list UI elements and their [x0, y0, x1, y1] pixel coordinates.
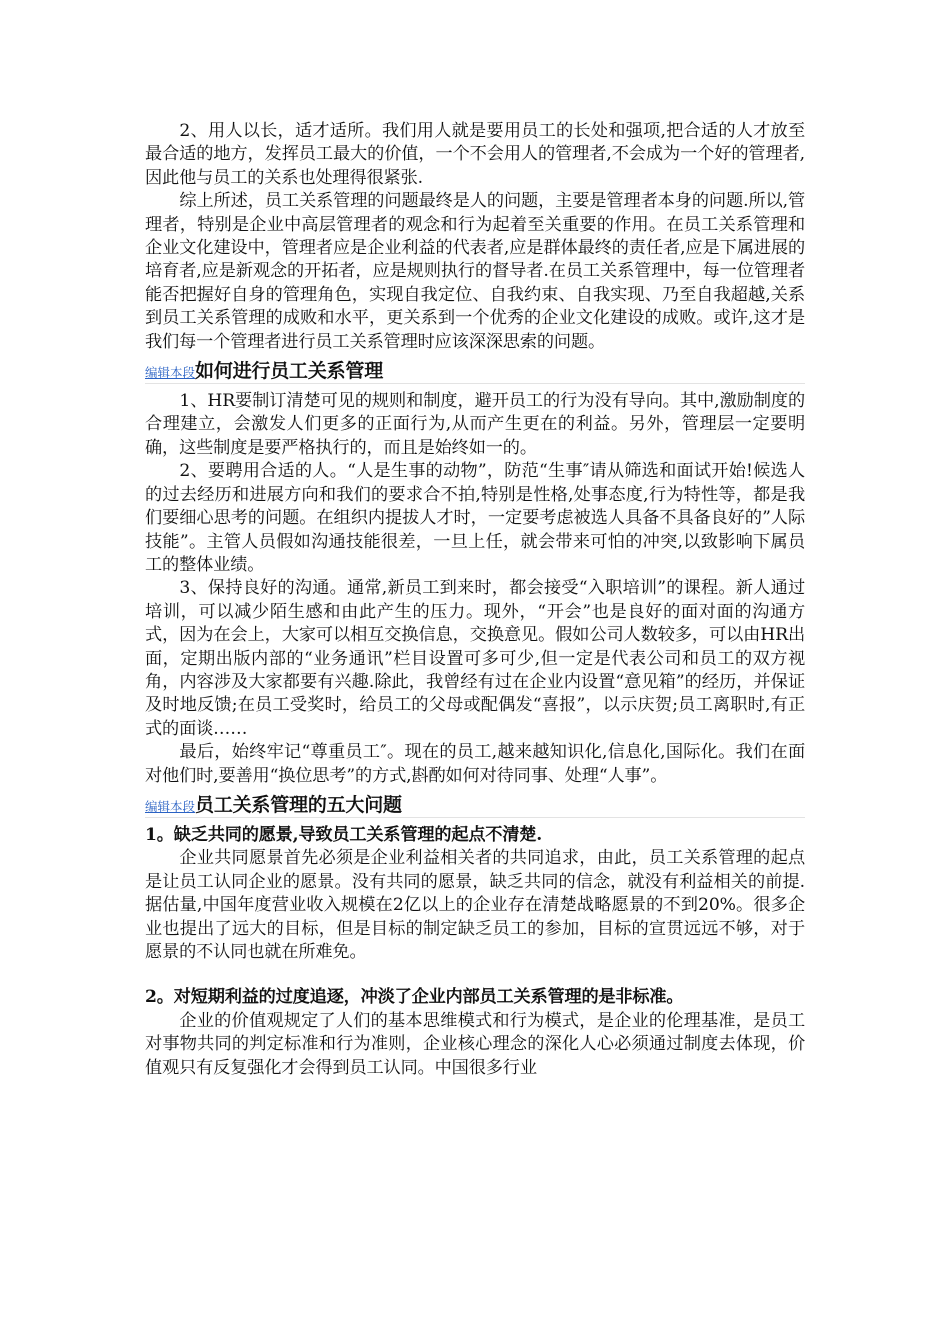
paragraph: 企业的价值观规定了人们的基本思维模式和行为模式，是企业的伦理基准，是员工对事物共同的判定标准和行为准则，企业核心理念的深化人心必须通过制度去体现，价值观只有反复强化才会得到员工认同。中国很多行业 — [145, 1010, 805, 1078]
edit-section-link[interactable]: 编辑本段 — [145, 365, 196, 381]
paragraph: 1、HR要制订清楚可见的规则和制度，避开员工的行为没有导向。其中,激励制度的合理建立，会激发人们更多的正面行为,从而产生更在的利益。另外，管理层一定要明确，这些制度是要严格执行的，而且是始终如一的。 — [145, 391, 805, 458]
problem-heading: 1。缺乏共同的愿景,导致员工关系管理的起点不清楚. — [145, 824, 543, 845]
edit-section-link[interactable]: 编辑本段 — [145, 798, 196, 814]
section-header-five-problems — [145, 790, 805, 818]
paragraph: 2、用人以长，适才适所。我们用人就是要用员工的长处和强项,把合适的人才放至最合适的地方，发挥员工最大的价值，一个不会用人的管理者,不会成为一个好的管理者,因此他与员工的关系也处理得很紧张. — [145, 121, 805, 188]
paragraph: 2、要聘用合适的人。“人是生事的动物”，防范“生事″请从筛选和面试开始!候选人的过去经历和进展方向和我们的要求合不拍,特别是性格,处事态度,行为特性等，都是我们要细心思考的问题。在组织内提拔人才时，一定要考虑被选人具备不具备良好的”人际技能”。主管人员假如沟通技能很差，一旦上任，就会带来可怕的冲突,以致影响下属员工的整体业绩。 — [145, 461, 805, 575]
paragraph: 综上所述，员工关系管理的问题最终是人的问题，主要是管理者本身的问题.所以,管理者，特别是企业中高层管理者的观念和行为起着至关重要的作用。在员工关系管理和企业文化建设中，管理者应是企业利益的代表者,应是群体最终的责任者,应是下属进展的培育者,应是新观念的开拓者，应是规则执行的督导者.在员工关系管理中，每一位管理者能否把握好自身的管理角色，实现自我定位、自我约束、自我实现、乃至自我超越,关系到员工关系管理的成败和水平，更关系到一个优秀的企业文化建设的成败。或许,这才是我们每一个管理者进行员工关系管理时应该深深思索的问题。 — [145, 191, 805, 352]
section-five-problems — [145, 824, 805, 1080]
section-how — [145, 390, 805, 788]
section-header-how — [145, 356, 805, 384]
paragraph: 企业共同愿景首先必须是企业利益相关者的共同追求，由此，员工关系管理的起点是让员工认同企业的愿景。没有共同的愿景，缺乏共同的信念，就没有利益相关的前提.据估量,中国年度营业收入规模在2亿以上的企业存在清楚战略愿景的不到20%。很多企业也提出了远大的目标，但是目标的制定缺乏员工的参加，目标的宣贯远远不够，对于愿景的不认同也就在所难免。 — [145, 848, 805, 962]
document-page — [145, 120, 805, 1080]
section-title: 如何进行员工关系管理 — [195, 360, 384, 383]
problem-heading: 2。对短期利益的过度追逐，冲淡了企业内部员工关系管理的是非标准。 — [145, 987, 684, 1008]
section-title: 员工关系管理的五大问题 — [195, 793, 402, 816]
spacer — [145, 964, 805, 986]
paragraph: 3、保持良好的沟通。通常,新员工到来时，都会接受“入职培训”的课程。新人通过培训，可以减少陌生感和由此产生的压力。现外，“开会”也是良好的面对面的沟通方式，因为在会上，大家可以相互交换信息，交换意见。假如公司人数较多，可以由HR出面，定期出版内部的“业务通讯”栏目设置可多可少,但一定是代表公司和员工的双方视角，内容涉及大家都要有兴趣.除此，我曾经有过在企业内设置“意见箱”的经历，并保证及时地反馈;在员工受奖时，给员工的父母或配偶发“喜报”，以示庆贺;员工离职时,有正式的面谈…… — [145, 578, 805, 739]
paragraph: 最后，始终牢记“尊重员工″。现在的员工,越来越知识化,信息化,国际化。我们在面对他们时,要善用“换位思考”的方式,斟酌如何对待同事、处理“人事”。 — [145, 742, 805, 786]
section-previous — [145, 120, 805, 354]
